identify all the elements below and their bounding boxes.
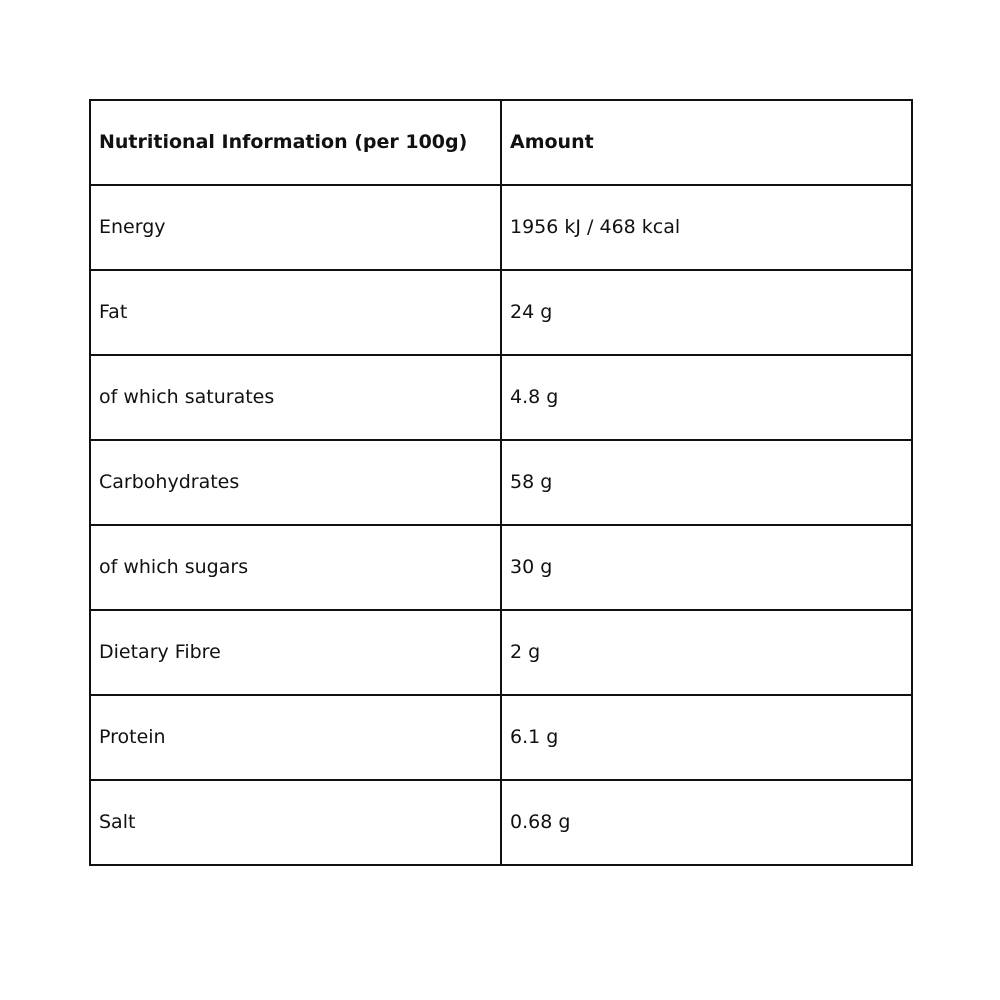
amount-column-header: Amount	[501, 100, 912, 185]
amount-cell: 24 g	[501, 270, 912, 355]
nutrient-cell: Protein	[90, 695, 501, 780]
amount-cell: 30 g	[501, 525, 912, 610]
table-row	[90, 270, 912, 355]
amount-cell: 1956 kJ / 468 kcal	[501, 185, 912, 270]
table-row	[90, 610, 912, 695]
table-header-row	[90, 100, 912, 185]
nutrient-cell: Dietary Fibre	[90, 610, 501, 695]
table-row	[90, 695, 912, 780]
table-row	[90, 440, 912, 525]
table-row	[90, 355, 912, 440]
nutrition-table	[89, 99, 913, 866]
nutrient-cell: of which sugars	[90, 525, 501, 610]
table-row	[90, 525, 912, 610]
nutrient-cell: Salt	[90, 780, 501, 865]
nutrient-cell: of which saturates	[90, 355, 501, 440]
amount-cell: 4.8 g	[501, 355, 912, 440]
amount-cell: 2 g	[501, 610, 912, 695]
nutrient-column-header: Nutritional Information (per 100g)	[90, 100, 501, 185]
amount-cell: 6.1 g	[501, 695, 912, 780]
nutrient-cell: Fat	[90, 270, 501, 355]
nutrient-cell: Carbohydrates	[90, 440, 501, 525]
table-row	[90, 185, 912, 270]
table-row	[90, 780, 912, 865]
nutrient-cell: Energy	[90, 185, 501, 270]
amount-cell: 0.68 g	[501, 780, 912, 865]
amount-cell: 58 g	[501, 440, 912, 525]
